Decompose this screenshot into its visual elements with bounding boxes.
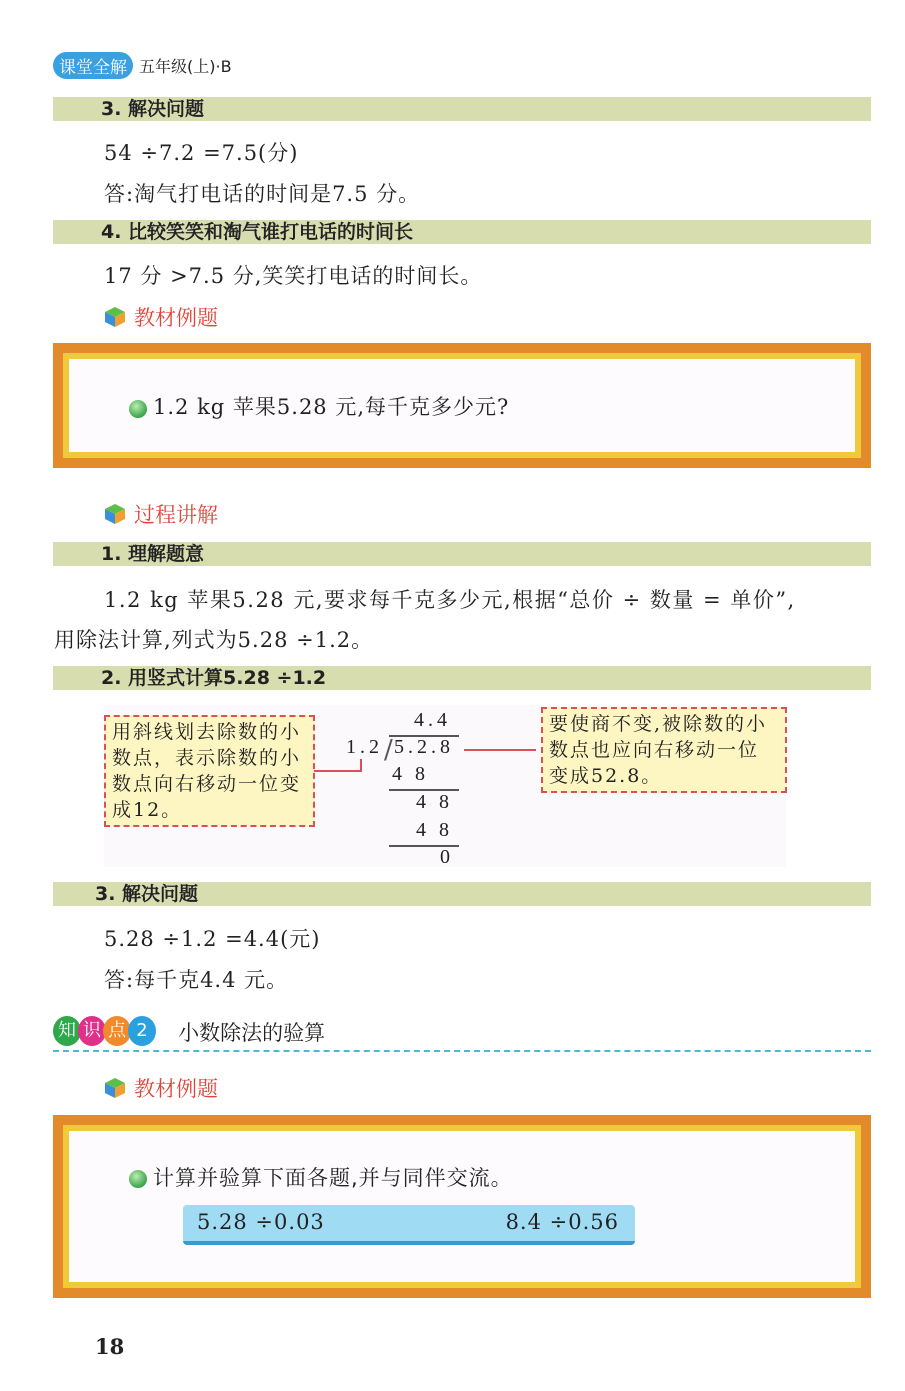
badge: 点 — [103, 1016, 131, 1046]
example-box — [53, 1115, 871, 1298]
cube-icon — [104, 1077, 126, 1099]
cube-icon — [104, 503, 126, 525]
heading-text: 过程讲解 — [134, 503, 218, 527]
note-left: 用斜线划去除数的小数点，表示除数的小数点向右移动一位变成12。 — [104, 715, 315, 827]
equation: 5.28 ÷1.2 =4.4(元) — [104, 927, 321, 951]
division-row: 4 8 — [392, 763, 429, 785]
section-bar — [53, 542, 871, 566]
section-bar — [53, 882, 871, 906]
series-logo: 课堂全解 — [53, 52, 133, 79]
heading-text: 教材例题 — [134, 1077, 218, 1101]
example-question — [129, 1162, 513, 1192]
division-row: 4 8 — [416, 791, 453, 813]
book-title: 五年级(上)·B — [139, 57, 232, 76]
division-row: 4 8 — [416, 819, 453, 841]
section-bar — [53, 97, 871, 121]
expression: 5.28 ÷0.03 — [197, 1210, 325, 1234]
question-text: 1.2 kg 苹果5.28 元,每千克多少元? — [153, 395, 510, 419]
paragraph-line: 用除法计算,列式为5.28 ÷1.2。 — [54, 628, 374, 652]
section-title: 1. 理解题意 — [101, 543, 205, 565]
equation: 54 ÷7.2 =7.5(分) — [104, 141, 299, 165]
answer: 答:每千克4.4 元。 — [104, 968, 289, 992]
remainder: 0 — [440, 846, 454, 868]
section-title: 2. 用竖式计算5.28 ÷1.2 — [101, 667, 327, 689]
example-heading — [104, 302, 218, 332]
expression-strip — [183, 1205, 635, 1245]
badge: 识 — [78, 1016, 106, 1046]
dividend: 5.2.8 — [394, 736, 454, 758]
section-title: 4. 比较笑笑和淘气谁打电话的时间长 — [101, 221, 414, 243]
section-bar — [53, 666, 871, 690]
expression: 8.4 ÷0.56 — [505, 1210, 619, 1234]
knowledge-point-header — [53, 1016, 871, 1052]
page-number: 18 — [95, 1334, 125, 1359]
quotient: 4.4 — [414, 709, 451, 731]
section-title: 3. 解决问题 — [101, 98, 205, 120]
section-bar — [53, 220, 871, 244]
paragraph-line: 1.2 kg 苹果5.28 元,要求每千克多少元,根据“总价 ÷ 数量 = 单价”, — [104, 588, 796, 612]
section-title: 3. 解决问题 — [95, 883, 199, 905]
green-dot-icon — [129, 400, 147, 418]
example-box — [53, 343, 871, 468]
divisor: 1.2 — [346, 736, 383, 758]
cube-icon — [104, 306, 126, 328]
badge: 知 — [53, 1016, 81, 1046]
note-right: 要使商不变,被除数的小数点也应向右移动一位变成52.8。 — [541, 707, 787, 793]
example-heading — [104, 1073, 218, 1103]
badge: 2 — [128, 1016, 156, 1046]
green-dot-icon — [129, 1170, 147, 1188]
heading-text: 教材例题 — [134, 306, 218, 330]
example-question — [129, 391, 509, 421]
division-diagram: 用斜线划去除数的小数点，表示除数的小数点向右移动一位变成12。 要使商不变,被除数的小数点也应向右移动一位变成52.8。 4.4 1.2 / 5.2.8 4 8 4 8 4 8 0 — [104, 705, 786, 867]
question-text: 计算并验算下面各题,并与同伴交流。 — [153, 1166, 513, 1190]
page-header — [53, 52, 232, 79]
process-heading — [104, 499, 218, 529]
knowledge-point-title: 小数除法的验算 — [178, 1020, 326, 1045]
answer: 答:淘气打电话的时间是7.5 分。 — [104, 182, 421, 206]
comparison-text: 17 分 >7.5 分,笑笑打电话的时间长。 — [104, 264, 483, 288]
